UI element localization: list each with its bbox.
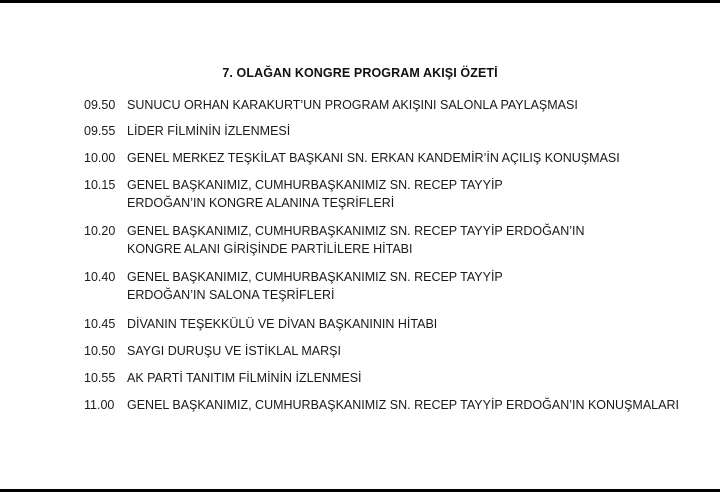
item-time: 10.50 — [84, 344, 116, 358]
item-text: SAYGI DURUŞU VE İSTİKLAL MARŞI — [127, 344, 341, 358]
program-item — [84, 369, 362, 387]
item-time: 10.00 — [84, 151, 116, 165]
item-time: 09.55 — [84, 124, 116, 138]
program-item — [84, 315, 437, 333]
item-time: 09.50 — [84, 98, 116, 112]
item-time: 10.40 — [84, 270, 116, 284]
item-text: GENEL BAŞKANIMIZ, CUMHURBAŞKANIMIZ SN. RECEP TAYYİP ERDOĞAN’IN SALONA TEŞRİFLERİ — [127, 270, 503, 302]
program-item — [84, 122, 290, 140]
item-text: AK PARTİ TANITIM FİLMİNİN İZLENMESİ — [127, 371, 362, 385]
item-text: LİDER FİLMİNİN İZLENMESİ — [127, 124, 291, 138]
item-time: 10.20 — [84, 224, 116, 238]
program-item — [84, 396, 679, 414]
item-text: GENEL BAŞKANIMIZ, CUMHURBAŞKANIMIZ SN. RECEP TAYYİP ERDOĞAN’IN KONGRE ALANI GİRİŞİNDE PARTİLİLERE HİTABI — [127, 224, 585, 256]
program-item — [84, 222, 640, 258]
item-text: GENEL MERKEZ TEŞKİLAT BAŞKANI SN. ERKAN KANDEMİR’İN AÇILIŞ KONUŞMASI — [127, 151, 620, 165]
item-text: GENEL BAŞKANIMIZ, CUMHURBAŞKANIMIZ SN. RECEP TAYYİP ERDOĞAN’IN KONGRE ALANINA TEŞRİFLERİ — [127, 178, 503, 210]
item-time: 10.15 — [84, 178, 116, 192]
item-text: DİVANIN TEŞEKKÜLÜ VE DİVAN BAŞKANININ HİTABI — [127, 317, 438, 331]
program-item — [84, 96, 578, 114]
item-text: SUNUCU ORHAN KARAKURT’UN PROGRAM AKIŞINI SALONLA PAYLAŞMASI — [127, 98, 578, 112]
top-border — [0, 0, 720, 3]
document-title: 7. OLAĞAN KONGRE PROGRAM AKIŞI ÖZETİ — [222, 66, 498, 80]
program-item — [84, 268, 564, 304]
program-item — [84, 342, 341, 360]
item-time: 10.45 — [84, 317, 116, 331]
program-item — [84, 149, 620, 167]
item-time: 10.55 — [84, 371, 116, 385]
program-item — [84, 176, 574, 212]
item-time: 11.00 — [84, 398, 115, 412]
item-text: GENEL BAŞKANIMIZ, CUMHURBAŞKANIMIZ SN. RECEP TAYYİP ERDOĞAN’IN KONUŞMALARI — [127, 398, 679, 412]
